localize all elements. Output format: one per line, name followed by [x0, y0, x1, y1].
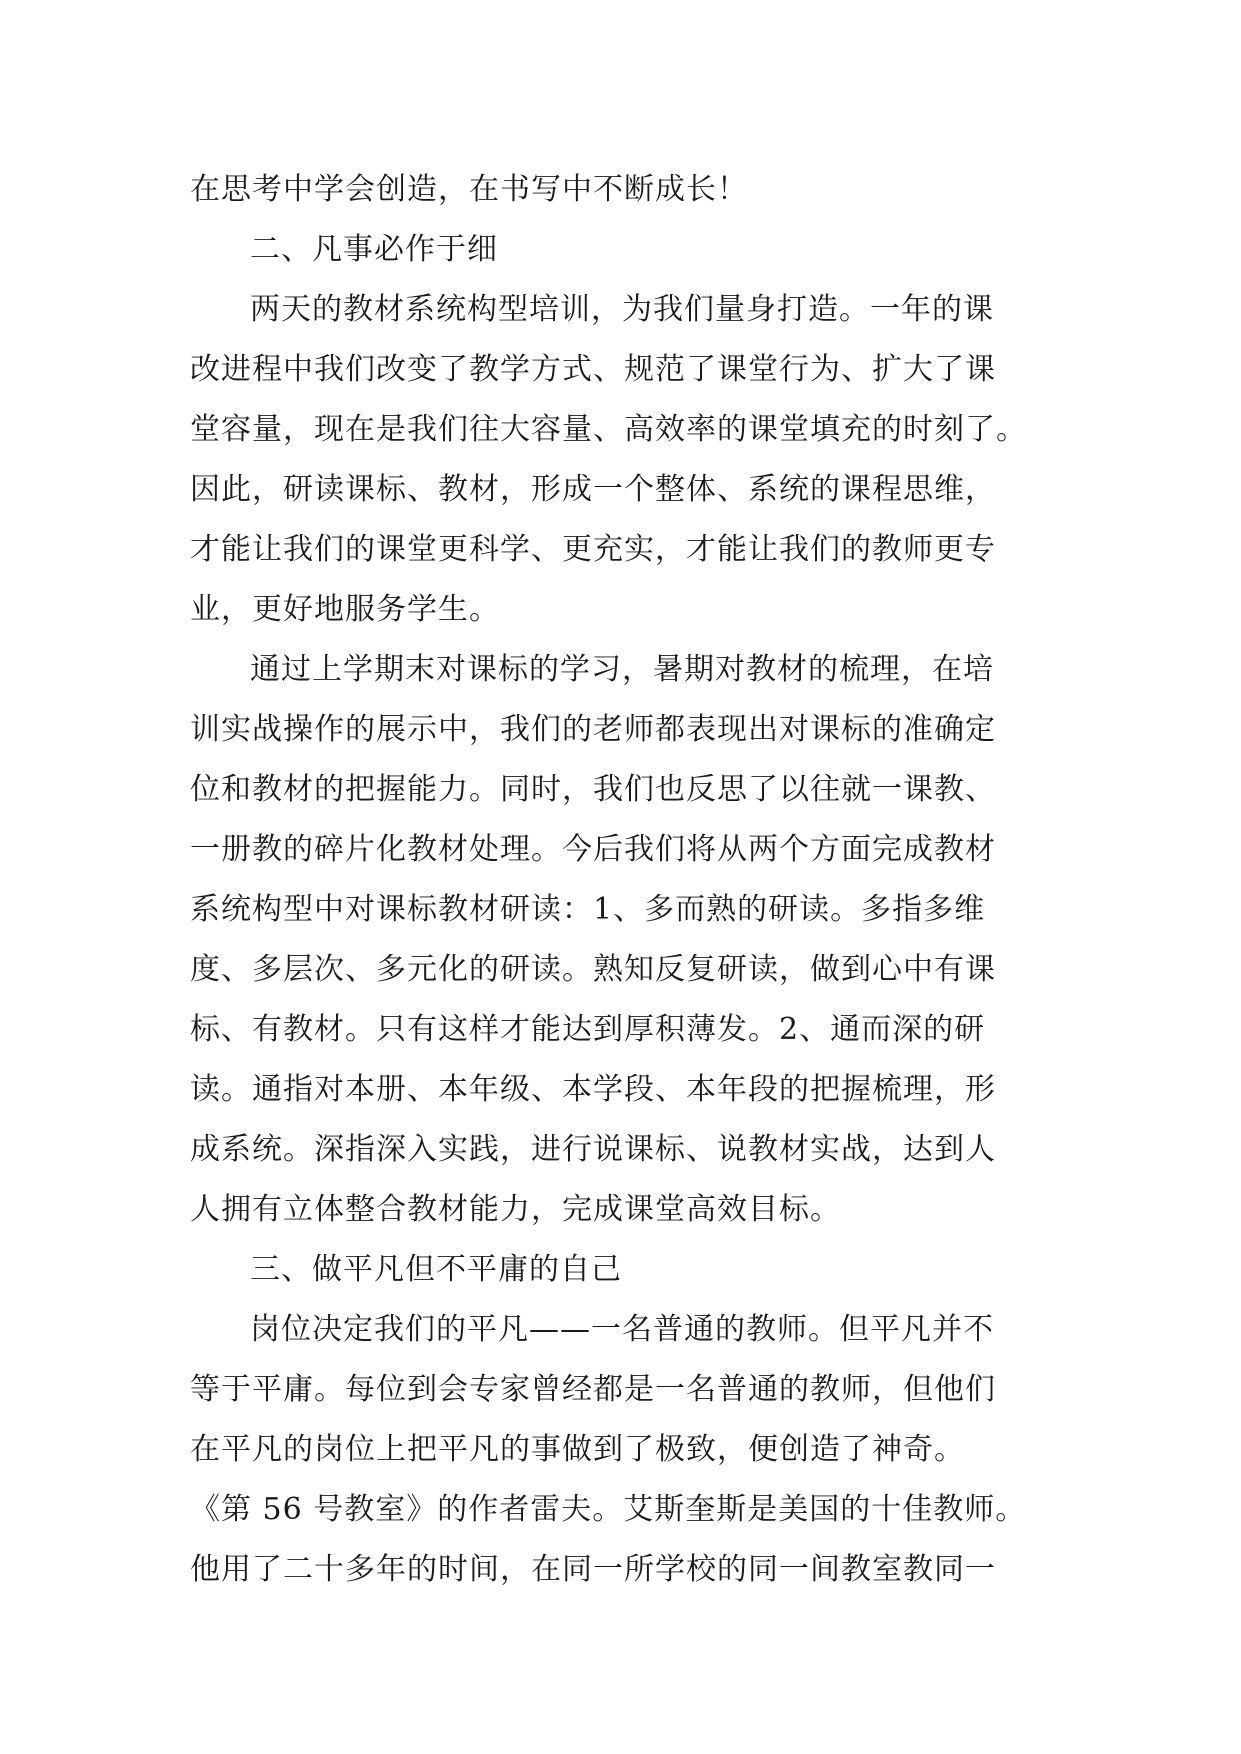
section-heading: 三、做平凡但不平庸的自己 — [250, 1252, 622, 1287]
text-line: 他用了二十多年的时间，在同一所学校的同一间教室教同一 — [190, 1552, 996, 1587]
text-line: 系统构型中对课标教材研读：1、多而熟的研读。多指多维 — [190, 892, 986, 927]
text-line: 一册教的碎片化教材处理。今后我们将从两个方面完成教材 — [190, 832, 996, 867]
text-line: 改进程中我们改变了教学方式、规范了课堂行为、扩大了课 — [190, 352, 996, 387]
text-line: 堂容量，现在是我们往大容量、高效率的课堂填充的时刻了。 — [190, 412, 1027, 447]
text-line: 在思考中学会创造，在书写中不断成长！ — [190, 172, 748, 207]
text-line: 岗位决定我们的平凡——一名普通的教师。但平凡并不 — [250, 1312, 994, 1347]
text-line: 读。通指对本册、本年级、本学段、本年段的把握梳理，形 — [190, 1072, 996, 1107]
section-heading: 二、凡事必作于细 — [250, 232, 498, 267]
text-line: 等于平庸。每位到会专家曾经都是一名普通的教师，但他们 — [190, 1372, 996, 1407]
text-line: 成系统。深指深入实践，进行说课标、说教材实战，达到人 — [190, 1132, 996, 1167]
text-line: 训实战操作的展示中，我们的老师都表现出对课标的准确定 — [190, 712, 996, 747]
text-line: 《第 56 号教室》的作者雷夫。艾斯奎斯是美国的十佳教师。 — [190, 1492, 1027, 1527]
text-line: 因此，研读课标、教材，形成一个整体、系统的课程思维， — [190, 472, 996, 507]
text-line: 在平凡的岗位上把平凡的事做到了极致，便创造了神奇。 — [190, 1432, 965, 1467]
text-line: 两天的教材系统构型培训，为我们量身打造。一年的课 — [250, 292, 994, 327]
text-line: 通过上学期末对课标的学习，暑期对教材的梳理，在培 — [250, 652, 994, 687]
text-line: 才能让我们的课堂更科学、更充实，才能让我们的教师更专 — [190, 532, 996, 567]
text-line: 度、多层次、多元化的研读。熟知反复研读，做到心中有课 — [190, 952, 996, 987]
document-body — [190, 160, 1090, 1600]
text-line: 位和教材的把握能力。同时，我们也反思了以往就一课教、 — [190, 772, 996, 807]
text-line: 标、有教材。只有这样才能达到厚积薄发。2、通而深的研 — [190, 1012, 986, 1047]
text-line: 业，更好地服务学生。 — [190, 592, 500, 627]
text-line: 人拥有立体整合教材能力，完成课堂高效目标。 — [190, 1192, 841, 1227]
